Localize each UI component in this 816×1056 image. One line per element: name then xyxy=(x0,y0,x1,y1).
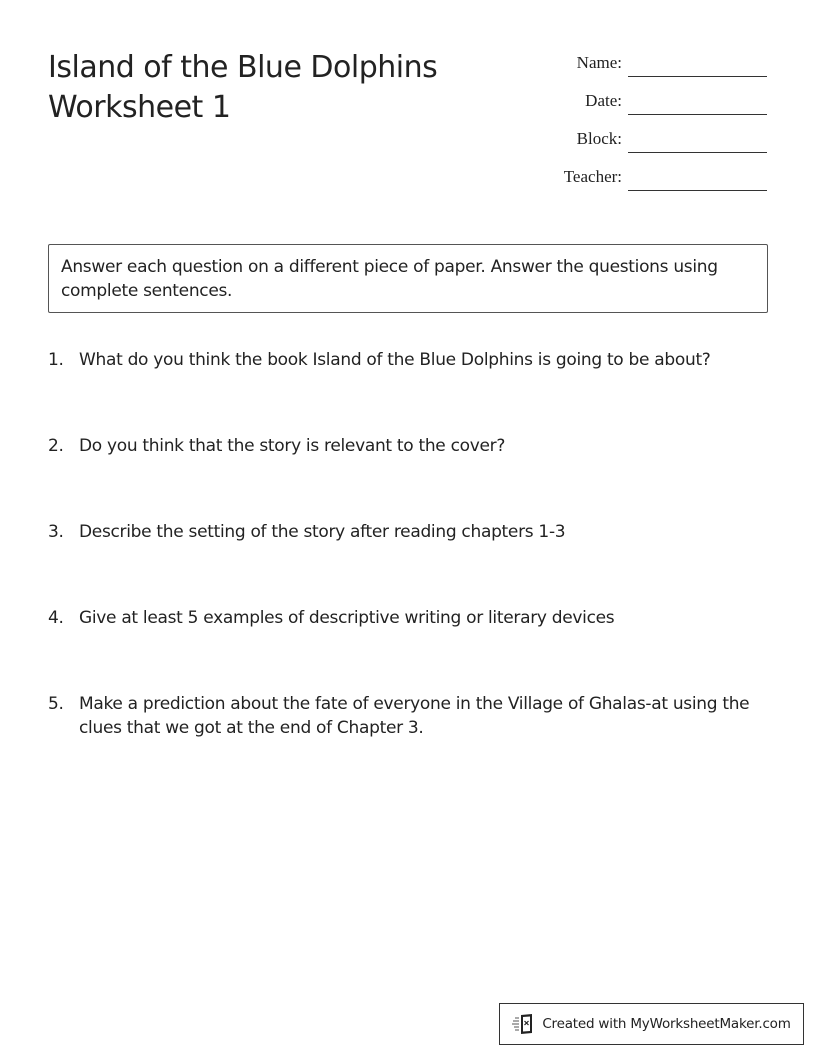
worksheet-maker-logo-icon xyxy=(512,1013,536,1035)
worksheet-title xyxy=(48,48,437,128)
question-list xyxy=(48,348,778,802)
question-number: 5. xyxy=(48,694,64,714)
question-text: Make a prediction about the fate of everyone in the Village of Ghalas-at using the clues that we got at the end of Chapter 3. xyxy=(79,694,750,738)
teacher-label: Teacher: xyxy=(563,167,622,186)
footer-credit[interactable] xyxy=(499,1003,804,1045)
question-number: 2. xyxy=(48,436,64,456)
date-label: Date: xyxy=(585,91,622,110)
name-label: Name: xyxy=(576,53,622,72)
name-field xyxy=(564,52,767,90)
student-info-fields xyxy=(564,52,767,204)
title-line-1: Island of the Blue Dolphins xyxy=(48,50,438,85)
question-text: Do you think that the story is relevant to the cover? xyxy=(79,436,506,456)
instructions-box: Answer each question on a different piece of paper. Answer the questions using complete sentences. xyxy=(48,244,768,313)
date-field xyxy=(564,90,767,128)
question-item xyxy=(48,692,778,740)
question-number: 1. xyxy=(48,350,64,370)
question-number: 3. xyxy=(48,522,64,542)
name-blank[interactable] xyxy=(628,52,767,77)
question-text: Give at least 5 examples of descriptive writing or literary devices xyxy=(79,608,615,628)
date-blank[interactable] xyxy=(628,90,767,115)
footer-text: Created with MyWorksheetMaker.com xyxy=(542,1016,791,1032)
teacher-blank[interactable] xyxy=(628,166,767,191)
question-item xyxy=(48,520,778,544)
question-item xyxy=(48,348,778,372)
question-number: 4. xyxy=(48,608,64,628)
title-line-2: Worksheet 1 xyxy=(48,90,231,125)
teacher-field xyxy=(564,166,767,204)
question-text: Describe the setting of the story after reading chapters 1-3 xyxy=(79,522,566,542)
question-text: What do you think the book Island of the Blue Dolphins is going to be about? xyxy=(79,350,711,370)
question-item xyxy=(48,606,778,630)
block-label: Block: xyxy=(576,129,622,148)
question-item xyxy=(48,434,778,458)
block-field xyxy=(564,128,767,166)
block-blank[interactable] xyxy=(628,128,767,153)
